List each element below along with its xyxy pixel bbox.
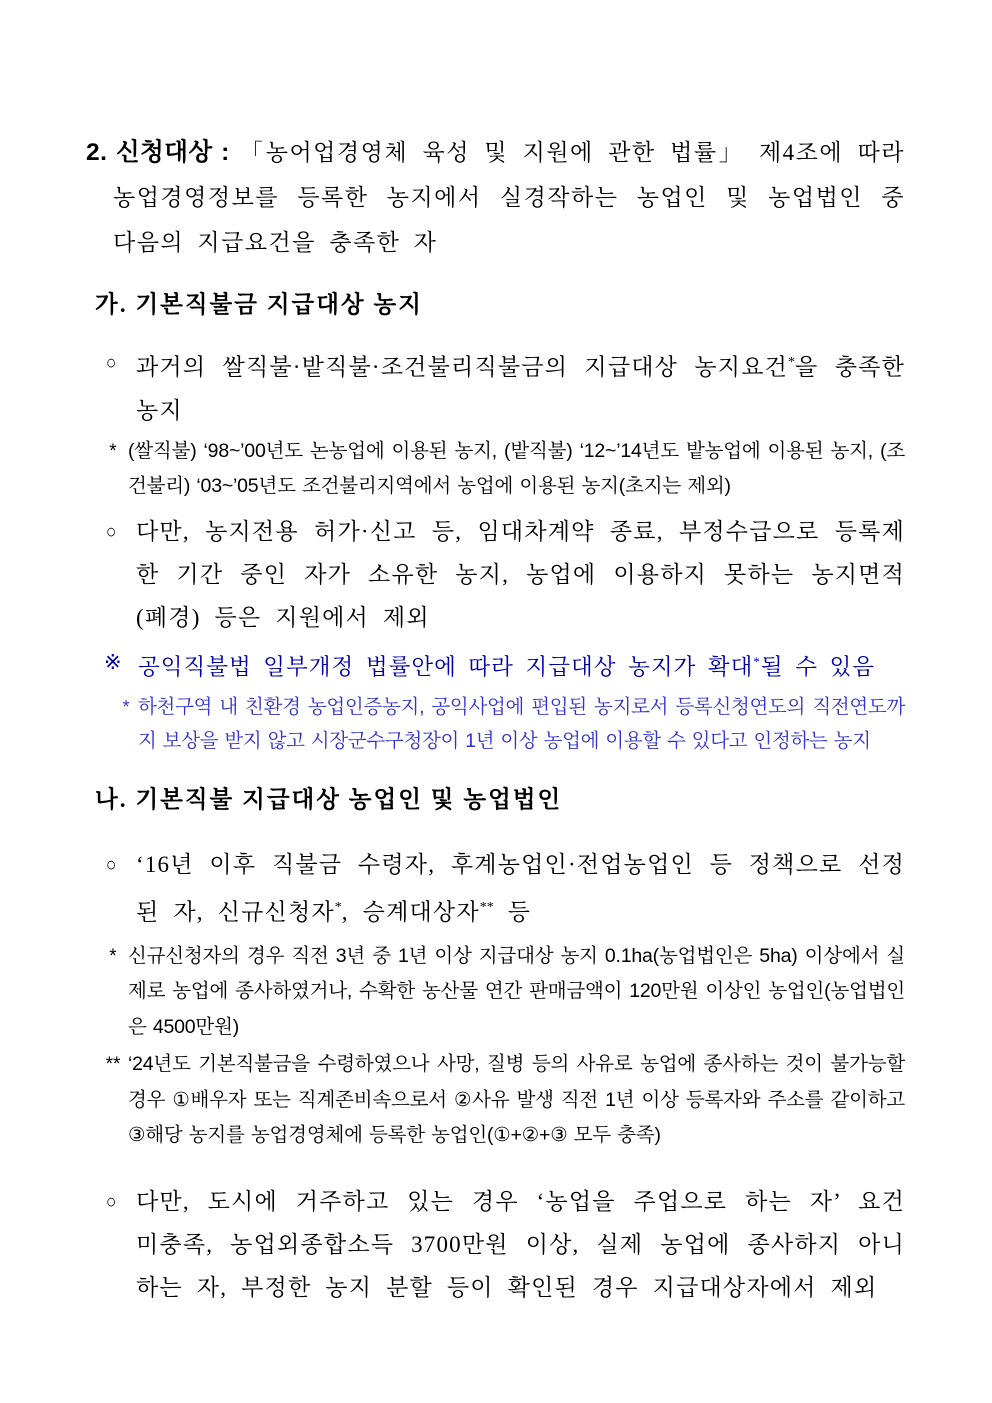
footnote-text: 하천구역 내 친환경 농업인증농지, 공익사업에 편입된 농지로서 등록신청연도의 직전연도까지 보상을 받지 않고 시장군수구청장이 1년 이상 농업에 이용할 수 있다고 인정하는 농지 xyxy=(138,696,905,753)
list-item xyxy=(86,510,905,639)
double-asterisk-marker: ** xyxy=(105,1054,121,1076)
circle-bullet-marker: ○ xyxy=(106,351,117,374)
bullet-text-segment: 등 xyxy=(493,899,532,925)
footnote xyxy=(86,690,905,758)
circle-bullet-marker: ○ xyxy=(106,1190,117,1213)
bullet-text-segment: , 승계대상자 xyxy=(341,899,480,925)
footnote-text: ‘24년도 기본직불금을 수령하였으나 사망, 질병 등의 사유로 농업에 종사하는 것이 불가능할 경우 ①배우자 또는 직계존비속으로서 ②사유 발생 직전 1년 이상 등록자와 주소를 같이하고 ③해당 농지를 농업경영체에 등록한 농업인(①+②+③ 모두 충족) xyxy=(128,1053,906,1147)
circle-bullet-marker: ○ xyxy=(106,520,117,543)
footnote-text: 신규신청자의 경우 직전 3년 중 1년 이상 지급대상 농지 0.1ha(농업법인은 5ha) 이상에서 실제로 농업에 종사하였거나, 수확한 농산물 연간 판매금액이 120만원 이상인 농업인(농업법인은 4500만원) xyxy=(128,944,905,1038)
reference-note-text xyxy=(138,642,905,688)
section-2-intro-text: 「농어업경영체 육성 및 지원에 관한 법률」 제4조에 따라 농업경영정보를 등록한 농지에서 실경작하는 농업인 및 농업법인 중 다음의 지급요건을 충족한 자 xyxy=(113,140,906,255)
asterisk-superscript: * xyxy=(788,355,796,370)
circle-bullet-marker: ○ xyxy=(106,853,117,876)
footnote xyxy=(86,1047,905,1154)
bullet-text: 다만, 도시에 거주하고 있는 경우 ‘농업을 주업으로 하는 자’ 요건 미충족, 농업외종합소득 3700만원 이상, 실제 농업에 종사하지 아니 하는 자, 부정한 농지 분할 등이 확인된 경우 지급대상자에서 제외 xyxy=(136,1188,905,1300)
note-text-segment: 될 수 있음 xyxy=(760,654,876,680)
list-item xyxy=(86,1180,905,1309)
bullet-text xyxy=(136,843,905,934)
double-asterisk-superscript: ** xyxy=(479,900,494,916)
reference-mark-icon: ※ xyxy=(104,649,122,674)
section-2-paragraph xyxy=(86,130,905,265)
footnote-text: (쌀직불) ‘98~’00년도 논농업에 이용된 농지, (밭직불) ‘12~’14년도 밭농업에 이용된 농지, (조건불리) ‘03~’05년도 조건불리지역에서 농업에 이용된 농지(초지는 제외) xyxy=(128,439,905,498)
bullet-text: 다만, 농지전용 허가·신고 등, 임대차계약 종료, 부정수급으로 등록제한 기간 중인 자가 소유한 농지, 농업에 이용하지 못하는 농지면적(폐경) 등은 지원에서 제외 xyxy=(136,518,905,630)
asterisk-marker: * xyxy=(109,945,117,967)
bullet-text-segment: 을 충족한 농지 xyxy=(136,354,905,423)
section-na-heading: 나. 기본직불 지급대상 농업인 및 농업법인 xyxy=(95,787,563,814)
note-text-segment: 공익직불법 일부개정 법률안에 따라 지급대상 농지가 확대 xyxy=(138,654,754,680)
asterisk-superscript: * xyxy=(753,653,761,669)
footnote xyxy=(86,434,905,505)
asterisk-marker: * xyxy=(122,697,130,718)
asterisk-superscript: * xyxy=(334,900,342,916)
section-2-number-label: 2. 신청대상 : xyxy=(86,139,230,166)
asterisk-marker: * xyxy=(109,440,117,462)
footnote xyxy=(86,939,905,1046)
bullet-text-segment: ‘16년 이후 직불금 수령자, 후계농업인·전업농업인 등 정책으로 선정된 자, 신규신청자 xyxy=(136,852,905,925)
bullet-text xyxy=(136,341,905,432)
bullet-text-segment: 과거의 쌀직불·밭직불·조건불리직불금의 지급대상 농지요건 xyxy=(136,354,789,380)
section-ga-heading: 가. 기본직불금 지급대상 농지 xyxy=(95,292,423,318)
reference-note xyxy=(86,642,905,688)
list-item xyxy=(86,341,905,432)
list-item xyxy=(86,843,905,934)
